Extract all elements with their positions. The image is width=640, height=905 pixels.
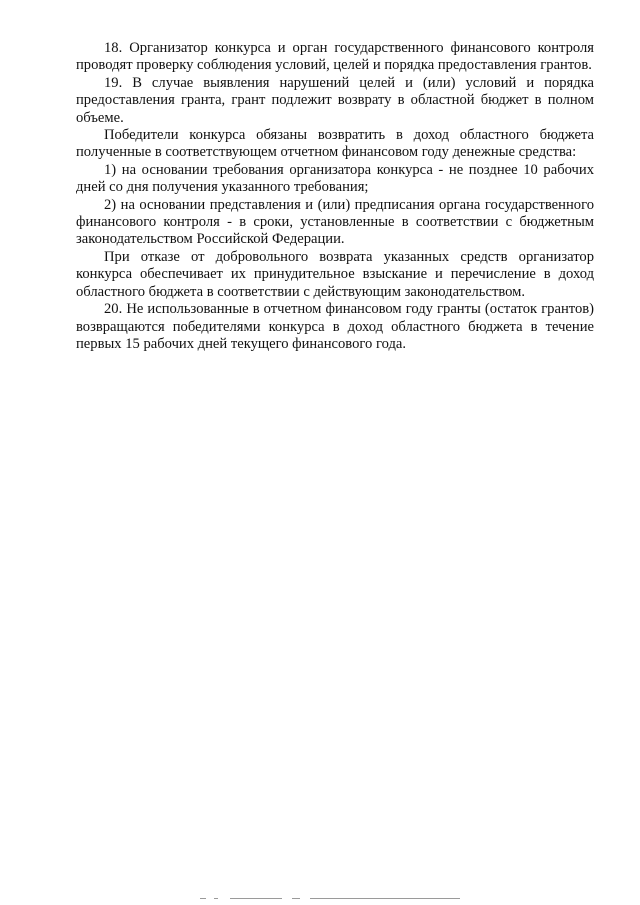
paragraph-19: 19. В случае выявления нарушений целей и (или) условий и порядка предоставления гранта, грант подлежит возврату в областной бюджет в полном объеме. — [76, 74, 594, 126]
list-item-2: 2) на основании представления и (или) предписания органа государственного финансового контроля - в сроки, установленные в соответствии с бюджетным законодательством Российской Федерации. — [76, 196, 594, 248]
scan-artifact-marks — [200, 898, 460, 900]
paragraph-refusal: При отказе от добровольного возврата указанных средств организатор конкурса обеспечивает их принудительное взыскание и перечисление в доход областного бюджета в соответствии с действующим законодательством. — [76, 248, 594, 300]
document-body — [76, 40, 594, 353]
paragraph-winners-obligation: Победители конкурса обязаны возвратить в доход областного бюджета полученные в соответствующем отчетном финансовом году денежные средства: — [76, 127, 594, 161]
paragraph-20: 20. Не использованные в отчетном финансовом году гранты (остаток грантов) возвращаются победителями конкурса в доход областного бюджета в течение первых 15 рабочих дней текущего финансового года. — [76, 301, 594, 352]
list-item-1: 1) на основании требования организатора конкурса - не позднее 10 рабочих дней со дня получения указанного требования; — [76, 161, 594, 196]
paragraph-18: 18. Организатор конкурса и орган государственного финансового контроля проводят проверку соблюдения условий, целей и порядка предоставления грантов. — [76, 40, 594, 74]
